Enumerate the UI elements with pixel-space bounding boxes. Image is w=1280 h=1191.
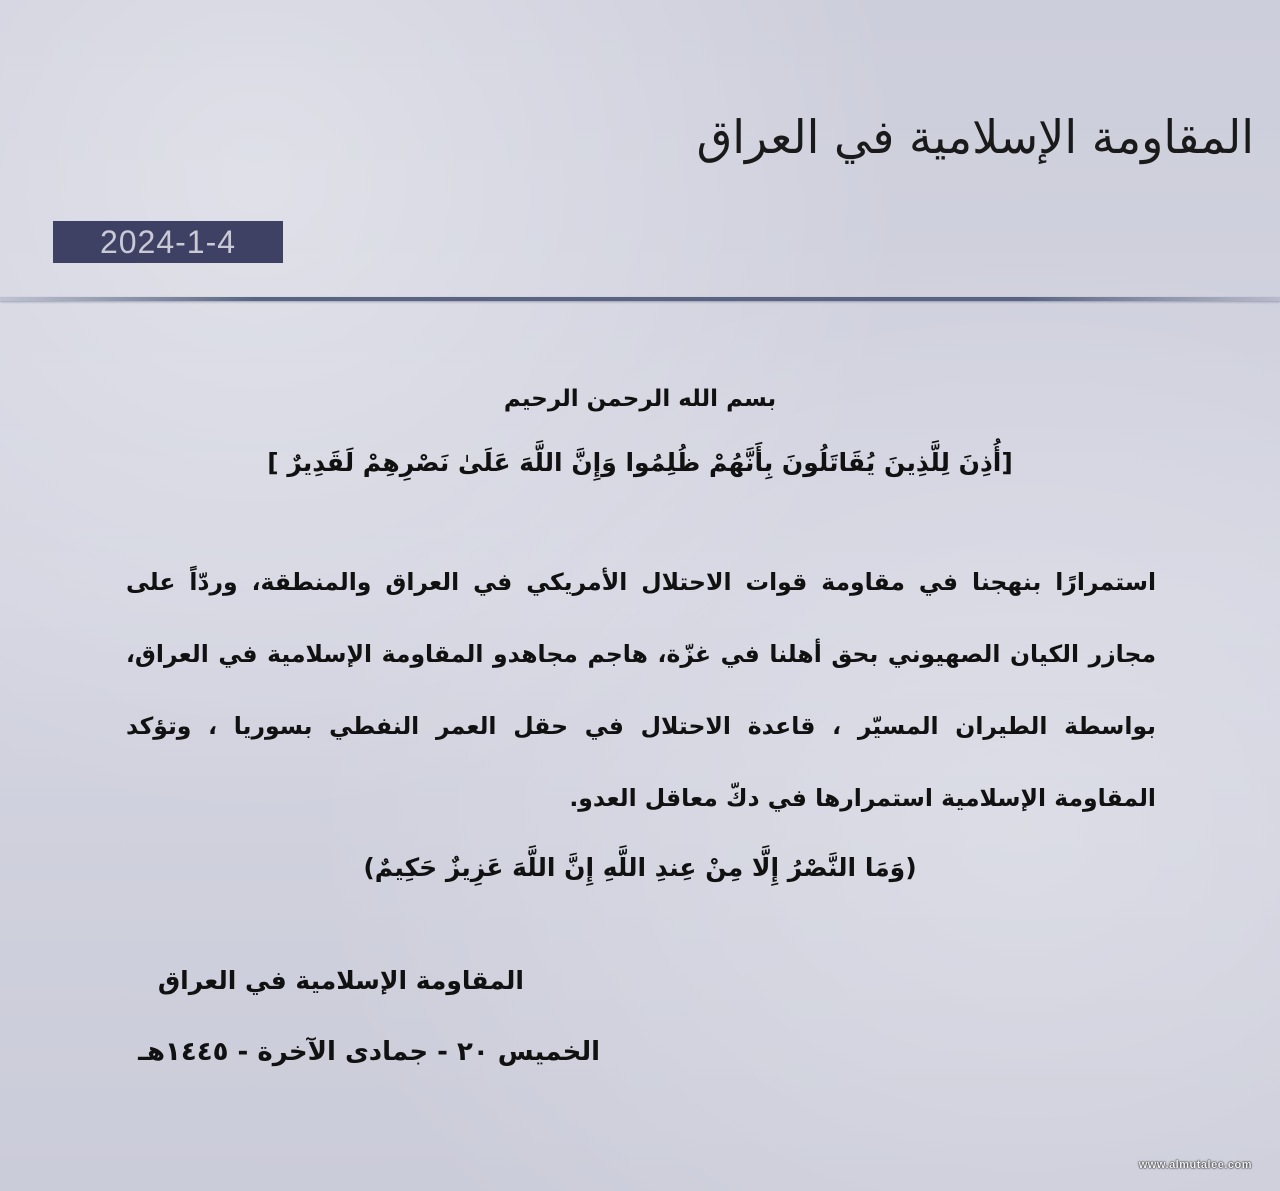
closing-verse: (وَمَا النَّصْرُ إِلَّا مِنْ عِندِ اللَّهِ إِنَّ اللَّهَ عَزِيزٌ حَكِيمٌ) <box>363 853 917 882</box>
hijri-date: الخميس ٢٠ - جمادى الآخرة - ١٤٤٥هـ <box>138 1037 600 1067</box>
organization-logo: المقاومة الإسلامية في العراق <box>696 110 1254 164</box>
opening-verse: [أُذِنَ لِلَّذِينَ يُقَاتَلُونَ بِأَنَّهُمْ ظُلِمُوا وَإِنَّ اللَّهَ عَلَىٰ نَصْرِهِمْ لَقَدِيرٌ ] <box>267 448 1013 477</box>
header-divider <box>0 297 1280 301</box>
statement-body: استمرارًا بنهجنا في مقاومة قوات الاحتلال الأمريكي في العراق والمنطقة، وردّاً على مجازر الكيان الصهيوني بحق أهلنا في غزّة، هاجم مجاهدو المقاومة الإسلامية في العراق، بواسطة الطيران المسيّر ، قاعدة الاحتلال في حقل العمر النفطي بسوريا ، وتؤكد المقاومة الإسلامية استمرارها في دكّ معاقل العدو. <box>126 568 1156 812</box>
signature: المقاومة الإسلامية في العراق <box>157 966 524 995</box>
site-watermark: www.almutalee.com <box>1138 1159 1252 1171</box>
date-badge: 2024-1-4 <box>53 221 283 263</box>
basmala: بسم الله الرحمن الرحيم <box>503 386 777 412</box>
